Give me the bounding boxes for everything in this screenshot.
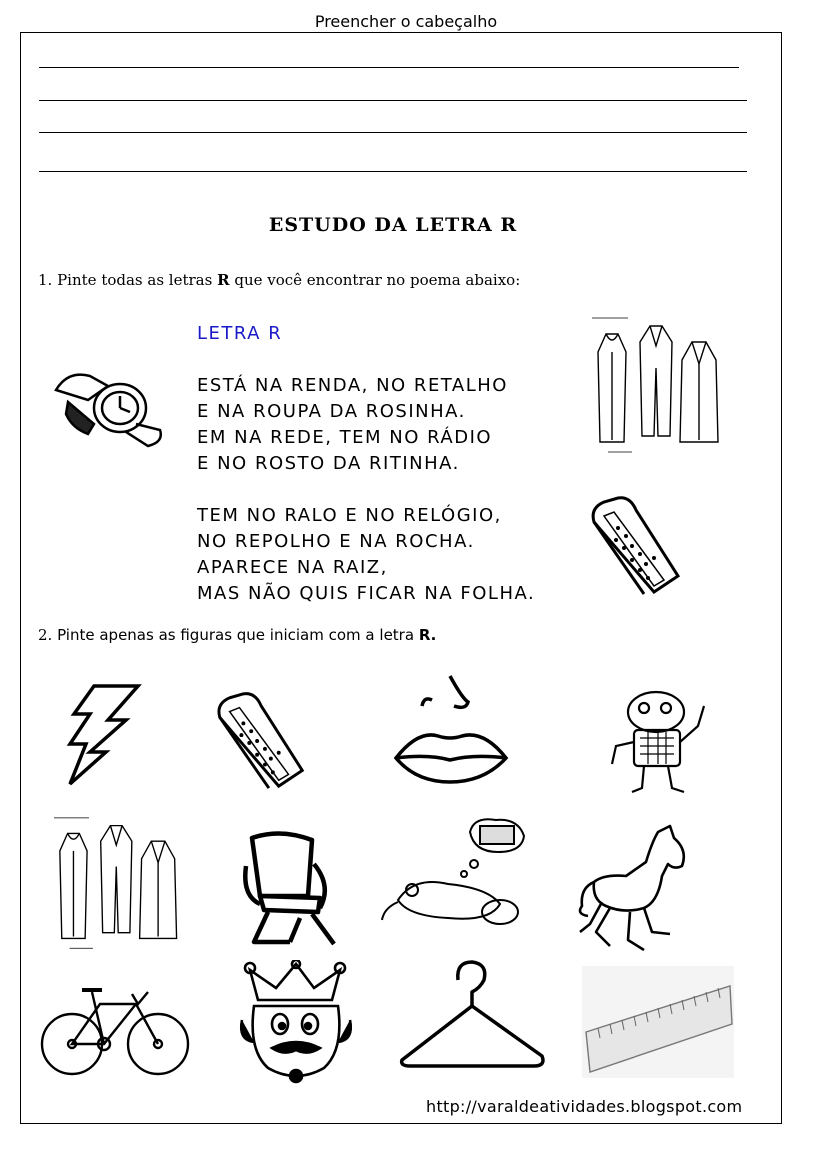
question-2-letter: R. [418,626,437,644]
bicycle-icon [40,980,190,1080]
robot-icon [600,686,718,800]
grater-icon [210,684,316,796]
question-2 [38,626,436,644]
poem-line: EM NA REDE, TEM NO RÁDIO [197,427,493,448]
header-caption: Preencher o cabeçalho [314,12,498,31]
question-1-text-after: que você encontrar no poema abaixo: [234,271,521,289]
question-1-letter: R [217,271,230,289]
question-2-number: 2. [38,626,53,644]
header-line[interactable] [39,67,739,68]
question-1 [38,271,520,289]
poem-line: TEM NO RALO E NO RELÓGIO, [197,505,502,526]
header-line[interactable] [39,100,747,101]
question-1-text-before: Pinte todas as letras [57,271,213,289]
clothes-icon [48,812,204,956]
poem-line: E NA ROUPA DA ROSINHA. [197,401,466,422]
poem-line: ESTÁ NA RENDA, NO RETALHO [197,375,508,396]
chair-icon [240,826,340,950]
header-line[interactable] [39,132,747,133]
poem [197,321,535,607]
poem-title: LETRA R [197,323,283,344]
question-2-text: Pinte apenas as figuras que iniciam com a letra [57,626,415,644]
poem-line: NO REPOLHO E NA ROCHA. [197,531,475,552]
poem-line: APARECE NA RAIZ, [197,557,388,578]
ruler-icon [582,966,734,1078]
poem-line: E NO ROSTO DA RITINHA. [197,453,460,474]
page-title: ESTUDO DA LETRA R [268,214,518,236]
poem-stanza-1 [197,373,535,477]
poem-stanza-2 [197,503,535,607]
question-1-number: 1. [38,271,53,289]
grater-icon [584,488,692,602]
watch-icon [48,362,166,450]
mouth-nose-icon [388,670,514,790]
poem-line: MAS NÃO QUIS FICAR NA FOLHA. [197,583,536,604]
footer-url[interactable]: http://varaldeatividades.blogspot.com [426,1097,743,1116]
hanger-icon [396,956,550,1072]
mouse-icon [378,812,532,938]
king-icon [238,960,354,1086]
horse-icon [574,822,696,956]
clothes-icon [588,312,744,460]
header-line[interactable] [39,171,747,172]
lightning-icon [64,682,142,788]
